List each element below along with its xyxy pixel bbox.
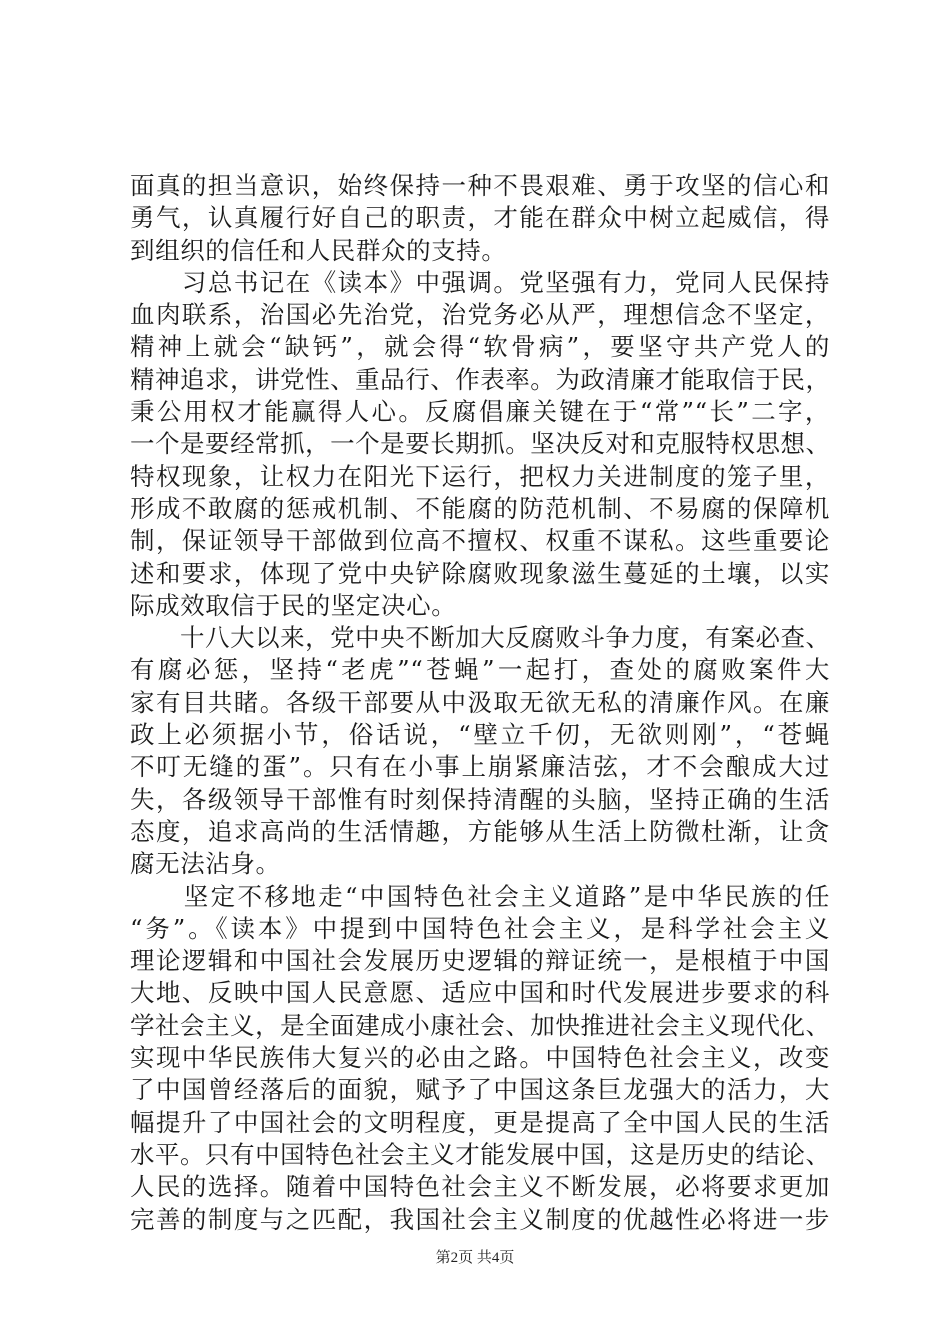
text-line: 精神追求，讲党性、重品行、作表率。为政清廉才能取信于民， [130,364,830,394]
text-line: 人民的选择。随着中国特色社会主义不断发展，必将要求更加 [130,1172,830,1202]
text-line: “务”。《读本》中提到中国特色社会主义，是科学社会主义 [130,913,830,943]
text-line: 秉公用权才能赢得人心。反腐倡廉关键在于“常”“长”二字， [130,397,830,427]
text-line: 幅提升了中国社会的文明程度，更是提高了全中国人民的生活 [130,1107,830,1137]
text-line: 实现中华民族伟大复兴的必由之路。中国特色社会主义，改变 [130,1043,830,1073]
text-line: 坚定不移地走“中国特色社会主义道路”是中华民族的任 [130,881,830,911]
text-line: 理论逻辑和中国社会发展历史逻辑的辩证统一，是根植于中国 [130,946,830,976]
text-line: 失，各级领导干部惟有时刻保持清醒的头脑，坚持正确的生活 [130,784,830,814]
text-line: 水平。只有中国特色社会主义才能发展中国，这是历史的结论、 [130,1139,830,1169]
body-text [130,170,830,1236]
text-line: 学社会主义，是全面建成小康社会、加快推进社会主义现代化、 [130,1010,830,1040]
text-line: 勇气，认真履行好自己的职责，才能在群众中树立起威信，得 [130,203,830,233]
text-line: 十八大以来，党中央不断加大反腐败斗争力度，有案必查、 [130,623,830,653]
text-line: 不叮无缝的蛋”。只有在小事上崩紧廉洁弦，才不会酿成大过 [130,752,830,782]
text-line: 完善的制度与之匹配，我国社会主义制度的优越性必将进一步 [130,1204,830,1234]
text-line: 特权现象，让权力在阳光下运行，把权力关进制度的笼子里， [130,461,830,491]
text-line: 习总书记在《读本》中强调。党坚强有力，党同人民保持 [130,267,830,297]
text-line: 血肉联系，治国必先治党，治党务必从严，理想信念不坚定， [130,300,830,330]
text-line: 政上必须据小节，俗话说，“壁立千仞，无欲则刚”，“苍蝇 [130,720,830,750]
text-line: 了中国曾经落后的面貌，赋予了中国这条巨龙强大的活力，大 [130,1075,830,1105]
text-line: 述和要求，体现了党中央铲除腐败现象滋生蔓延的土壤，以实 [130,558,830,588]
text-line: 际成效取信于民的坚定决心。 [130,590,457,620]
text-line: 大地、反映中国人民意愿、适应中国和时代发展进步要求的科 [130,978,830,1008]
text-line: 腐无法沾身。 [130,849,281,879]
text-line: 形成不敢腐的惩戒机制、不能腐的防范机制、不易腐的保障机 [130,493,830,523]
text-line: 面真的担当意识，始终保持一种不畏艰难、勇于攻坚的信心和 [130,171,830,200]
text-line: 制，保证领导干部做到位高不擅权、权重不谋私。这些重要论 [130,526,830,556]
text-line: 家有目共睹。各级干部要从中汲取无欲无私的清廉作风。在廉 [130,687,830,717]
text-line: 到组织的信任和人民群众的支持。 [130,235,507,265]
text-line: 有腐必惩，坚持“老虎”“苍蝇”一起打，查处的腐败案件大 [130,655,830,685]
page-footer: 第2页 共4页 [435,1250,515,1266]
text-line: 精神上就会“缺钙”，就会得“软骨病”，要坚守共产党人的 [130,332,830,362]
text-line: 一个是要经常抓，一个是要长期抓。坚决反对和克服特权思想、 [130,429,830,459]
text-line: 态度，追求高尚的生活情趣，方能够从生活上防微杜渐，让贪 [130,816,830,846]
